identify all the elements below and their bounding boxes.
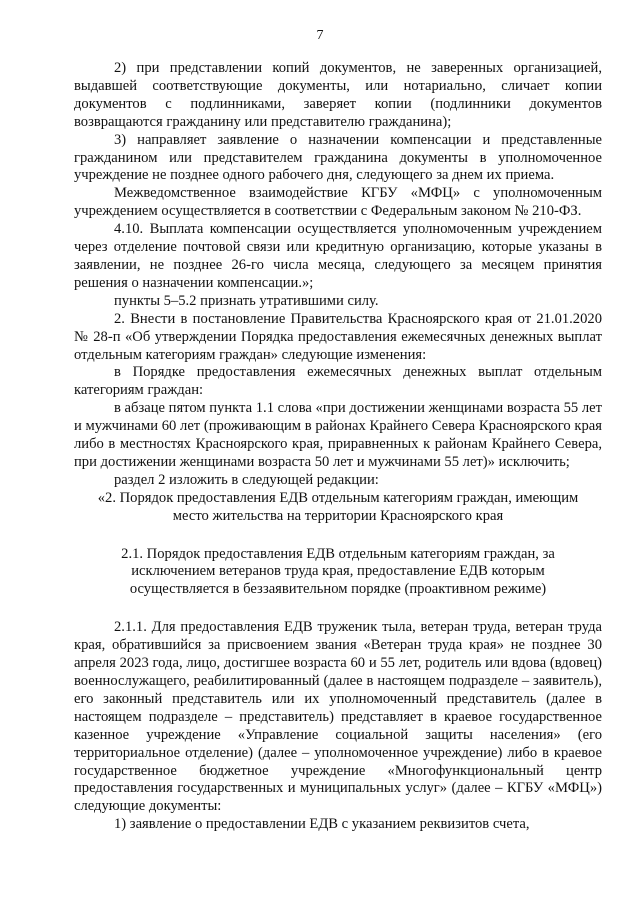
paragraph: 2. Внести в постановление Правительства Красноярского края от 21.01.2020 № 28-п «Об утверждении Порядка предоставления ежемесячных денежных выплат отдельным категориям граждан» следующие изменения:: [74, 310, 602, 363]
subsection-heading-block: [74, 546, 602, 600]
paragraph: 1) заявление о предоставлении ЕДВ с указанием реквизитов счета,: [114, 816, 530, 833]
body-text-top: [74, 60, 602, 490]
page-number: 7: [316, 28, 324, 43]
body-text-bottom: [74, 619, 602, 834]
paragraph: в Порядке предоставления ежемесячных денежных выплат отдельным категориям граждан:: [74, 364, 602, 399]
paragraph: 4.10. Выплата компенсации осуществляется уполномоченным учреждением через отделение почтовой связи или кредитную организацию, которые указаны в заявлении, не позднее 26-го числа месяца, следующего за месяцем принятия решения о назначении компенсации.»;: [74, 221, 602, 291]
paragraph: Межведомственное взаимодействие КГБУ «МФЦ» с уполномоченным учреждением осуществляется в соответствии с Федеральным законом № 210-ФЗ.: [74, 185, 602, 220]
paragraph: раздел 2 изложить в следующей редакции:: [114, 471, 379, 488]
subsection-title: 2.1. Порядок предоставления ЕДВ отдельным категориям граждан, за исключением ветеранов труда края, предоставление ЕДВ которым осуществляется в беззаявительном порядке (проактивном режиме): [121, 545, 555, 598]
section-title: «2. Порядок предоставления ЕДВ отдельным категориям граждан, имеющим место жительства на территории Красноярского края: [97, 489, 579, 524]
paragraph: 2.1.1. Для предоставления ЕДВ труженик тыла, ветеран труда, ветеран труда края, обратившийся за присвоением звания «Ветеран труда края» не позднее 30 апреля 2023 года, лицо, достигшее возраста 60 и 55 лет, родитель или вдова (вдовец) военнослужащего, реабилитированный (далее в настоящем подразделе – заявитель), его законный представитель или их уполномоченный представитель (далее в настоящем подразделе – представитель) представляет в краевое государственное казенное учреждение «Управление социальной защиты населения» (его территориальное отделение) (далее – уполномоченное учреждение) либо в краевое государственное бюджетное учреждение «Многофункциональный центр предоставления государственных и муниципальных услуг» (далее – КГБУ «МФЦ») следующие документы:: [74, 619, 602, 815]
paragraph: 2) при представлении копий документов, не заверенных организацией, выдавшей соответствующие документы, или нотариально, сличает копии документов с подлинниками, заверяет копии (подлинники документов возвращаются гражданину или представителю гражданина);: [74, 60, 602, 130]
section-heading-block: [74, 490, 602, 526]
paragraph: пункты 5–5.2 признать утратившими силу.: [114, 292, 379, 309]
paragraph: в абзаце пятом пункта 1.1 слова «при достижении женщинами возраста 55 лет и мужчинами 60 лет (проживающим в районах Крайнего Севера Красноярского края либо в местностях Красноярского края, приравненных к районам Крайнего Севера, при достижении женщинами возраста 50 лет и мужчинами 55 лет)» исключить;: [74, 400, 602, 470]
paragraph: 3) направляет заявление о назначении компенсации и представленные гражданином или представителем гражданина документы в уполномоченное учреждение не позднее одного рабочего дня, следующего за днем их приема.: [74, 131, 602, 184]
